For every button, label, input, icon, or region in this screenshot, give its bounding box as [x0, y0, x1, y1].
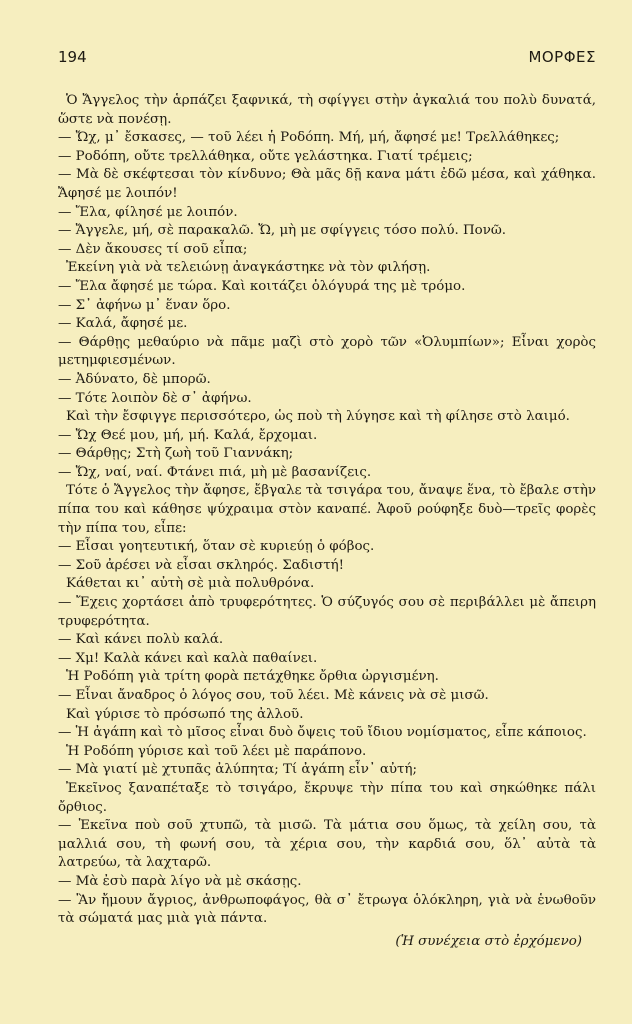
paragraph: — Θάρθῃς μεθαύριο νὰ πᾶμε μαζὶ στὸ χορὸ τῶν «Ὀλυμπίων»; Εἶναι χορὸς μετημφιεσμένων.	[58, 334, 596, 369]
paragraph: — Εἶναι ἄναδρος ὁ λόγος σου, τοῦ λέει. Μὲ κάνεις νὰ σὲ μισῶ.	[58, 688, 489, 703]
paragraph: — Ἔλα ἄφησέ με τώρα. Καὶ κοιτάζει ὁλόγυρά της μὲ τρόμο.	[58, 278, 466, 294]
paragraph: — Μὰ ἐσὺ παρὰ λίγο νὰ μὲ σκάσῃς.	[58, 873, 302, 889]
paragraph: — Ἄγγελε, μή, σὲ παρακαλῶ. Ὤ, μὴ με σφίγγεις τόσο πολύ. Πονῶ.	[58, 223, 507, 239]
paragraph: — Ἔχεις χορτάσει ἀπὸ τρυφερότητες. Ὁ σύζυγός σου σὲ περιβάλλει μὲ ἄπειρη τρυφερότητα.	[58, 595, 596, 629]
paragraph: Ἐκεῖνος ξαναπέταξε τὸ τσιγάρο, ἔκρυψε τὴν πίπα του καὶ σηκώθηκε πάλι ὄρθιος.	[58, 780, 596, 815]
paragraph: — Καλά, ἄφησέ με.	[58, 316, 188, 332]
paragraph: — Ὤχ, ναί, ναί. Φτάνει πιά, μὴ μὲ βασανίζεις.	[58, 464, 372, 480]
continuation-note: (Ἡ συνέχεια στὸ ἐρχόμενο)	[395, 933, 582, 949]
paragraph: Τότε ὁ Ἄγγελος τὴν ἄφησε, ἔβγαλε τὰ τσιγάρα του, ἄναψε ἕνα, τὸ ἔβαλε στὴν πίπα του καὶ κάθησε ψύχραιμα στὸν καναπέ. Ἀφοῦ ρούφηξε δυὸ—τρεῖς φορὲς τὴν πίπα του, εἶπε:	[58, 483, 596, 536]
paragraph: Ἐκείνη γιὰ νὰ τελειώνῃ ἀναγκάστηκε νὰ τὸν φιλήσῃ.	[66, 260, 431, 276]
paragraph: — Δὲν ἄκουσες τί σοῦ εἶπα;	[58, 241, 248, 257]
paragraph: — Μὰ δὲ σκέφτεσαι τὸν κίνδυνο; Θὰ μᾶς δῇ κανα μάτι ἐδῶ μέσα, καὶ χάθηκα. Ἄφησέ με λοιπόν!	[58, 167, 596, 201]
running-title: ΜΟΡΦΕΣ	[528, 48, 596, 66]
paragraph: Ἡ Ροδόπη γύρισε καὶ τοῦ λέει μὲ παράπονο.	[66, 743, 367, 759]
paragraph: — Θάρθῃς; Στὴ ζωὴ τοῦ Γιαννάκη;	[58, 446, 294, 462]
paragraph: — Ὤχ Θεέ μου, μή, μή. Καλά, ἔρχομαι.	[58, 427, 318, 443]
paragraph: — Ἂν ἤμουν ἄγριος, ἀνθρωποφάγος, θὰ σ᾽ ἔτρωγα ὁλόκληρη, γιὰ νὰ ἑνωθοῦν τὰ σώματά μας μιὰ γιὰ πάντα.	[58, 892, 596, 927]
paragraph: — Καὶ κάνει πολὺ καλά.	[58, 632, 224, 648]
paragraph: Καὶ τὴν ἔσφιγγε περισσότερο, ὡς ποὺ τὴ λύγησε καὶ τὴ φίλησε στὸ λαιμό.	[66, 409, 570, 425]
paragraph: — Σοῦ ἀρέσει νὰ εἶσαι σκληρός. Σαδιστή!	[58, 557, 345, 573]
paragraph: — Ἔλα, φίλησέ με λοιπόν.	[58, 204, 238, 220]
paragraph: — Ἡ ἀγάπη καὶ τὸ μῖσος εἶναι δυὸ ὄψεις τοῦ ἴδιου νομίσματος, εἶπε κάποιος.	[58, 725, 587, 741]
paragraph: Ἡ Ροδόπη γιὰ τρίτη φορὰ πετάχθηκε ὄρθια ὠργισμένη.	[66, 669, 439, 685]
paragraph: Κάθεται κι᾽ αὐτὴ σὲ μιὰ πολυθρόνα.	[66, 576, 315, 592]
paragraph: — Χμ! Καλὰ κάνει καὶ καλὰ παθαίνει.	[58, 650, 318, 666]
paragraph: — Ὤχ, μ᾽ ἔσκασες, — τοῦ λέει ἡ Ροδόπη. Μή, μή, ἄφησέ με! Τρελλάθηκες;	[58, 130, 560, 146]
page-header	[58, 48, 596, 72]
paragraph: — Εἶσαι γοητευτική, ὅταν σὲ κυριεύῃ ὁ φόβος.	[58, 539, 375, 555]
page-number: 194	[58, 48, 87, 66]
paragraph: — Σ᾽ ἀφήνω μ᾽ ἕναν ὅρο.	[58, 297, 231, 313]
paragraph: — Μὰ γιατί μὲ χτυπᾶς ἀλύπητα; Τί ἀγάπη εἶν᾽ αὐτή;	[58, 762, 417, 778]
paragraph: — Ροδόπη, οὔτε τρελλάθηκα, οὔτε γελάστηκα. Γιατί τρέμεις;	[58, 148, 473, 164]
paragraph: Καὶ γύρισε τὸ πρόσωπό της ἀλλοῦ.	[66, 706, 304, 722]
paragraph: Ὁ Ἄγγελος τὴν ἁρπάζει ξαφνικά, τὴ σφίγγει στὴν ἀγκαλιά του πολὺ δυνατά, ὥστε νὰ πονέσῃ.	[58, 93, 596, 127]
body-text	[58, 92, 596, 951]
paragraph: — Τότε λοιπὸν δὲ σ᾽ ἀφήνω.	[58, 390, 252, 406]
paragraph: — Ἐκεῖνα ποὺ σοῦ χτυπῶ, τὰ μισῶ. Τὰ μάτια σου ὅμως, τὰ χείλη σου, τὰ μαλλιά σου, τὴ φωνή σου, τὰ χέρια σου, τὴν καρδιά σου, ὅλ᾽ αὐτὰ τὰ λατρεύω, τὰ λαχταρῶ.	[58, 818, 596, 871]
paragraph: — Ἀδύνατο, δὲ μπορῶ.	[58, 371, 211, 387]
